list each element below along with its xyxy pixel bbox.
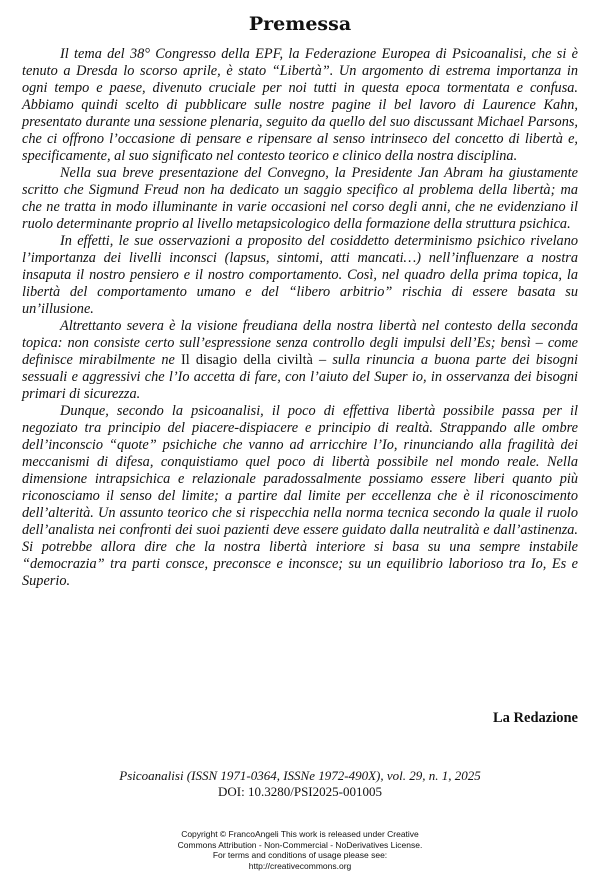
page-title: Premessa bbox=[248, 13, 352, 35]
signature: La Redazione bbox=[493, 710, 578, 726]
citation bbox=[0, 768, 600, 800]
paragraph bbox=[22, 318, 578, 403]
paragraph-text: Altrettanto severa è la visione freudiana della nostra libertà nel contesto della seconda topica: non consiste certo sull’espressione senza controllo degli impulsi dell’Es; bensì – come definisce mirabilmente ne bbox=[22, 318, 578, 368]
article-body bbox=[22, 46, 578, 590]
copyright-line: For terms and conditions of usage please see: bbox=[212, 850, 388, 860]
book-title: Il disagio della civiltà bbox=[180, 352, 313, 368]
paragraph-text: – sulla rinuncia a buona parte dei bisogni sessuali e aggressivi che l’Io accetta di fare, con l’aiuto del Super io, in osservanza dei bisogni primari di sicurezza. bbox=[22, 352, 578, 402]
doi: DOI: 10.3280/PSI2025-001005 bbox=[218, 784, 382, 799]
paragraph: Nella sua breve presentazione del Convegno, la Presidente Jan Abram ha giustamente scritto che Sigmund Freud non ha dedicato un saggio specifico al problema della libertà; ma che ne tratta in modo illuminante in varie occasioni nel corso degli anni, che ne evidenziano il ruolo determinante proprio al livello metapsicologico della formazione della struttura psichica. bbox=[22, 165, 578, 232]
copyright-line: Commons Attribution - Non-Commercial - NoDerivatives License. bbox=[177, 839, 423, 850]
copyright-line: Copyright © FrancoAngeli This work is released under Creative bbox=[181, 829, 419, 839]
paragraph: In effetti, le sue osservazioni a proposito del cosiddetto determinismo psichico rivelano l’importanza dei livelli inconsci (lapsus, sintomi, atti mancati…) nell’influenzare a nostra insaputa il nostro pensiero e il nostro comportamento. Così, nel quadro della prima topica, la libertà del comportamento umano e del “libero arbitrio” rischia di essere basata su un’illusione. bbox=[22, 233, 578, 317]
license-link[interactable]: http://creativecommons.org bbox=[248, 860, 352, 871]
journal-citation: Psicoanalisi (ISSN 1971-0364, ISSNe 1972-490X), vol. 29, n. 1, 2025 bbox=[119, 768, 481, 783]
paragraph: Dunque, secondo la psicoanalisi, il poco di effettiva libertà possibile passa per il negoziato tra principio del piacere-dispiacere e principio di realtà. Strappando alle ombre dell’inconscio “quote” psichiche che vanno ad arricchire l’Io, rinunciando alla fragilità dei meccanismi di difesa, conquistiamo quel poco di libertà possibile nel mondo reale. Nella dimensione intrapsichica e relazionale paradossalmente possiamo essere liberi quanto più riconosciamo il senso del limite; a partire dal limite per eccellenza che è il riconoscimento dell’alterità. Un assunto teorico che si rispecchia nella norma tecnica secondo la quale il ruolo dell’analista nei confronti dei suoi pazienti deve essere guidato dalla neutralità e dall’astinenza. Si potrebbe allora dire che la nostra libertà interiore si basa su una sempre instabile “democrazia” tra parti consce, preconsce e inconsce; su un equilibrio laborioso tra Io, Es e Superio. bbox=[22, 403, 578, 589]
paragraph: Il tema del 38° Congresso della EPF, la Federazione Europea di Psicoanalisi, che si è tenuto a Dresda lo scorso aprile, è stato “Libertà”. Un argomento di estrema importanza in ogni tempo e paese, divenuto cruciale per noi tutti in questa epoca tormentata e confusa. Abbiamo quindi scelto di pubblicare sulle nostre pagine il bel lavoro di Laurence Kahn, presentato durante una sessione plenaria, seguito da quello del suo discussant Michael Parsons, che ci offrono l’occasione di pensare e ripensare al senso intrinseco del concetto di libertà e, specificamente, al suo significato nel contesto teorico e clinico della nostra disciplina. bbox=[22, 46, 578, 164]
copyright-notice bbox=[0, 829, 600, 871]
